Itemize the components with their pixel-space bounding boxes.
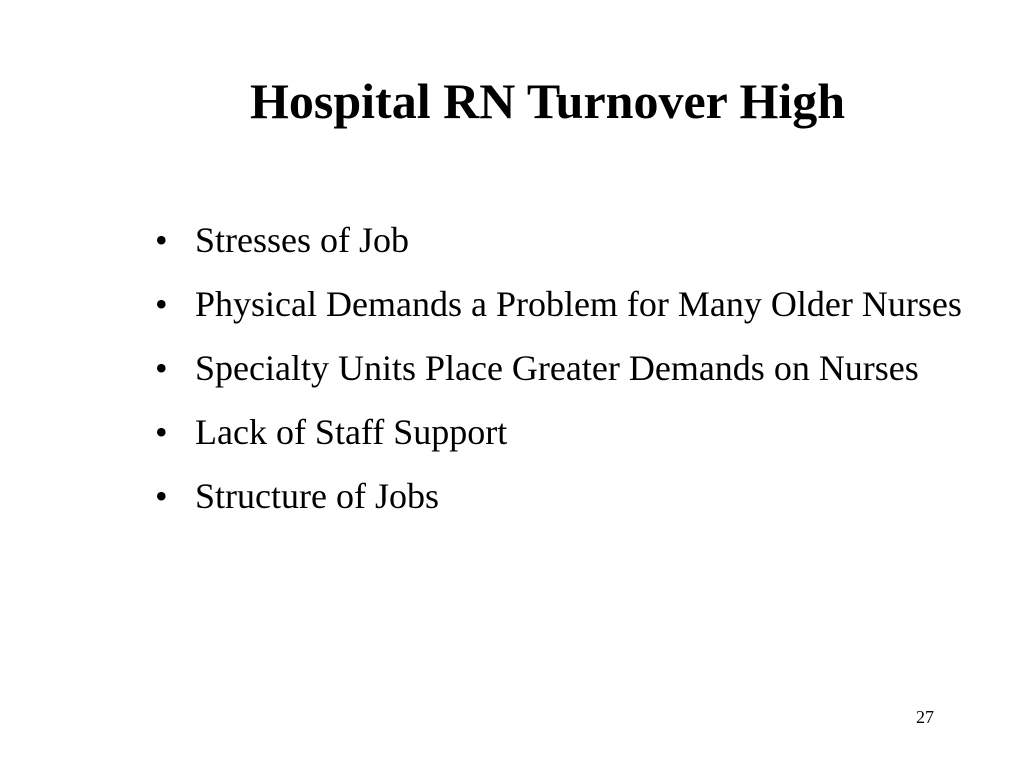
- bullet-item: [155, 212, 995, 268]
- bullet-text: Stresses of Job: [195, 220, 409, 260]
- bullet-point-icon: •: [155, 412, 168, 452]
- bullet-text: Physical Demands a Problem for Many Older Nurses: [195, 284, 962, 324]
- slide-title: Hospital RN Turnover High: [250, 73, 846, 129]
- bullet-list: [155, 212, 995, 532]
- bullet-point-icon: •: [155, 348, 168, 388]
- bullet-item: [155, 276, 995, 332]
- bullet-point-icon: •: [155, 476, 168, 516]
- page-number: 27: [916, 707, 934, 727]
- bullet-item: [155, 340, 995, 396]
- bullet-text: Lack of Staff Support: [195, 412, 508, 452]
- bullet-text: Structure of Jobs: [195, 476, 439, 516]
- bullet-item: [155, 468, 995, 524]
- bullet-point-icon: •: [155, 220, 168, 260]
- bullet-text: Specialty Units Place Greater Demands on Nurses: [195, 348, 919, 388]
- bullet-item: [155, 404, 995, 460]
- bullet-point-icon: •: [155, 284, 168, 324]
